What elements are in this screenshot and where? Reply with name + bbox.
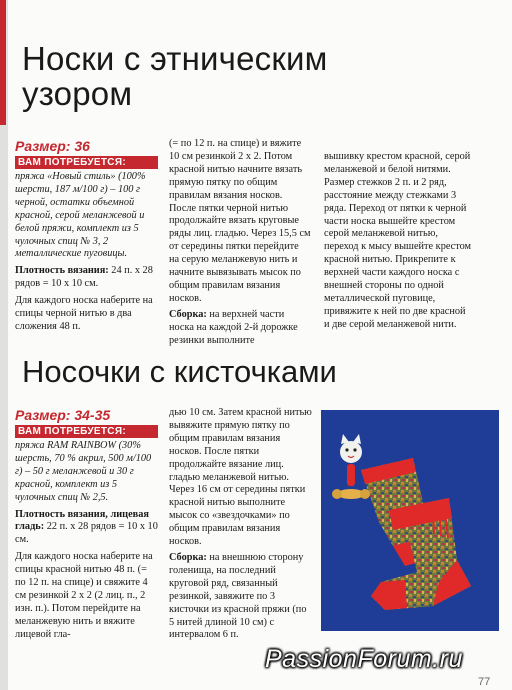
article2-title: Носочки с кисточками <box>22 354 337 389</box>
article1-col3-p1: вышивку крестом красной, серой меланжевой и белой нитями. Размер стежков 2 п. и 2 ряд, расстояние между стежками 3 ряда. Переход от пятки к черной части носка вышейте крестом серой меланжевой нитью, переход к мысу вышейте крестом красной нитью. Прикрепите к верхней части каждого носка с внешней стороны по одной металлической пуговице, привяжите к ней по две красной и две серой меланжевой нити. <box>324 151 472 330</box>
article1-col2-p2: на верхней части носка на каждой 2-й дорожке резинки выполните <box>169 308 298 346</box>
article1-col2 <box>169 138 311 348</box>
article1-density <box>15 265 158 291</box>
red-edge-marker <box>0 0 6 125</box>
article1-col1 <box>15 138 158 334</box>
article1-col3 <box>324 151 472 332</box>
socks-illustration <box>321 410 499 631</box>
article2-materials: пряжа RAM RAINBOW (30% шерсть, 70 % акрил, 500 м/100 г) – 50 г меланжевой и 30 г красной, комплект из 5 чулочных спиц № 2,5. <box>15 440 152 503</box>
article2-need-label: ВАМ ПОТРЕБУЕТСЯ: <box>15 425 158 438</box>
article2-assembly-label: Сборка: <box>169 551 207 563</box>
article2-col1 <box>15 407 158 642</box>
article1-materials: пряжа «Новый стиль» (100% шерсти, 187 м/100 г) – 100 г черной, остатки объемной красной, серой меланжевой и белой пряжи, комплект из 5 чулочных спиц № 3, 2 металлические пуговицы. <box>15 171 146 260</box>
article2-para1: Для каждого носка наберите на спицы красной нитью 48 п. (= по 12 п. на спице) и свяжите 4 см резинкой 2 x 2 (2 лиц. п., 2 изн. п.). Потом перейдите на меланжевую нить и вяжите лицевой гла- <box>15 551 153 640</box>
article1-col2-p1: (= по 12 п. на спице) и вяжите 10 см резинкой 2 x 2. Потом красной нитью начните вязать прямую пятку по общим правилам вязания носков. После пятки черной нитью продолжайте вязать круговые ряды лиц. гладью. Через 15,5 см от середины пятки перейдите на серую меланжевую нить и начните вывязывать мысок по общим правилам вязания носков. <box>169 138 311 304</box>
article1-title-line2: узором <box>22 75 133 112</box>
article1-title-line1: Носки с этническим <box>22 40 328 77</box>
article1-assembly-label: Сборка: <box>169 308 207 320</box>
article2-col2 <box>169 407 312 642</box>
article1-size: Размер: 36 <box>15 138 90 154</box>
article2-assembly <box>169 552 312 642</box>
socks-photo <box>321 410 499 631</box>
article1-density-label: Плотность вязания: <box>15 265 109 277</box>
page-number: 77 <box>478 676 491 688</box>
watermark: PassionForum.ru <box>265 645 463 673</box>
article2-col2-p2: на внешнюю сторону голенища, на последний круговой ряд, связанный резинкой, завяжите по 3 кисточки из красной пряжи (по 5 нитей длиной 10 см) с интервалом 6 п. <box>169 551 307 641</box>
article2-density-text: 22 п. x 28 рядов = 10 x 10 см. <box>15 521 158 546</box>
article2-col2-p1: дью 10 см. Затем красной нитью вывяжите прямую пятку по общим правилам вязания носков. После пятки продолжайте вязание лиц. гладью меланжевой нитью. Через 16 см от середины пятки красной нитью выполните мысок со «звездочками» по общим правилам вязания носков. <box>169 407 312 548</box>
article1-assembly <box>169 309 311 348</box>
article1-need-label: ВАМ ПОТРЕБУЕТСЯ: <box>15 156 158 169</box>
article1-title <box>22 41 327 111</box>
article2-density-label: Плотность вязания, лицевая гладь: <box>15 508 149 533</box>
article2-size: Размер: 34-35 <box>15 407 111 423</box>
article1-density-text: 24 п. x 28 рядов = 10 x 10 см. <box>15 265 153 290</box>
article2-density <box>15 509 158 548</box>
article1-para1: Для каждого носка наберите на спицы черной нитью в два сложения 48 п. <box>15 295 153 332</box>
